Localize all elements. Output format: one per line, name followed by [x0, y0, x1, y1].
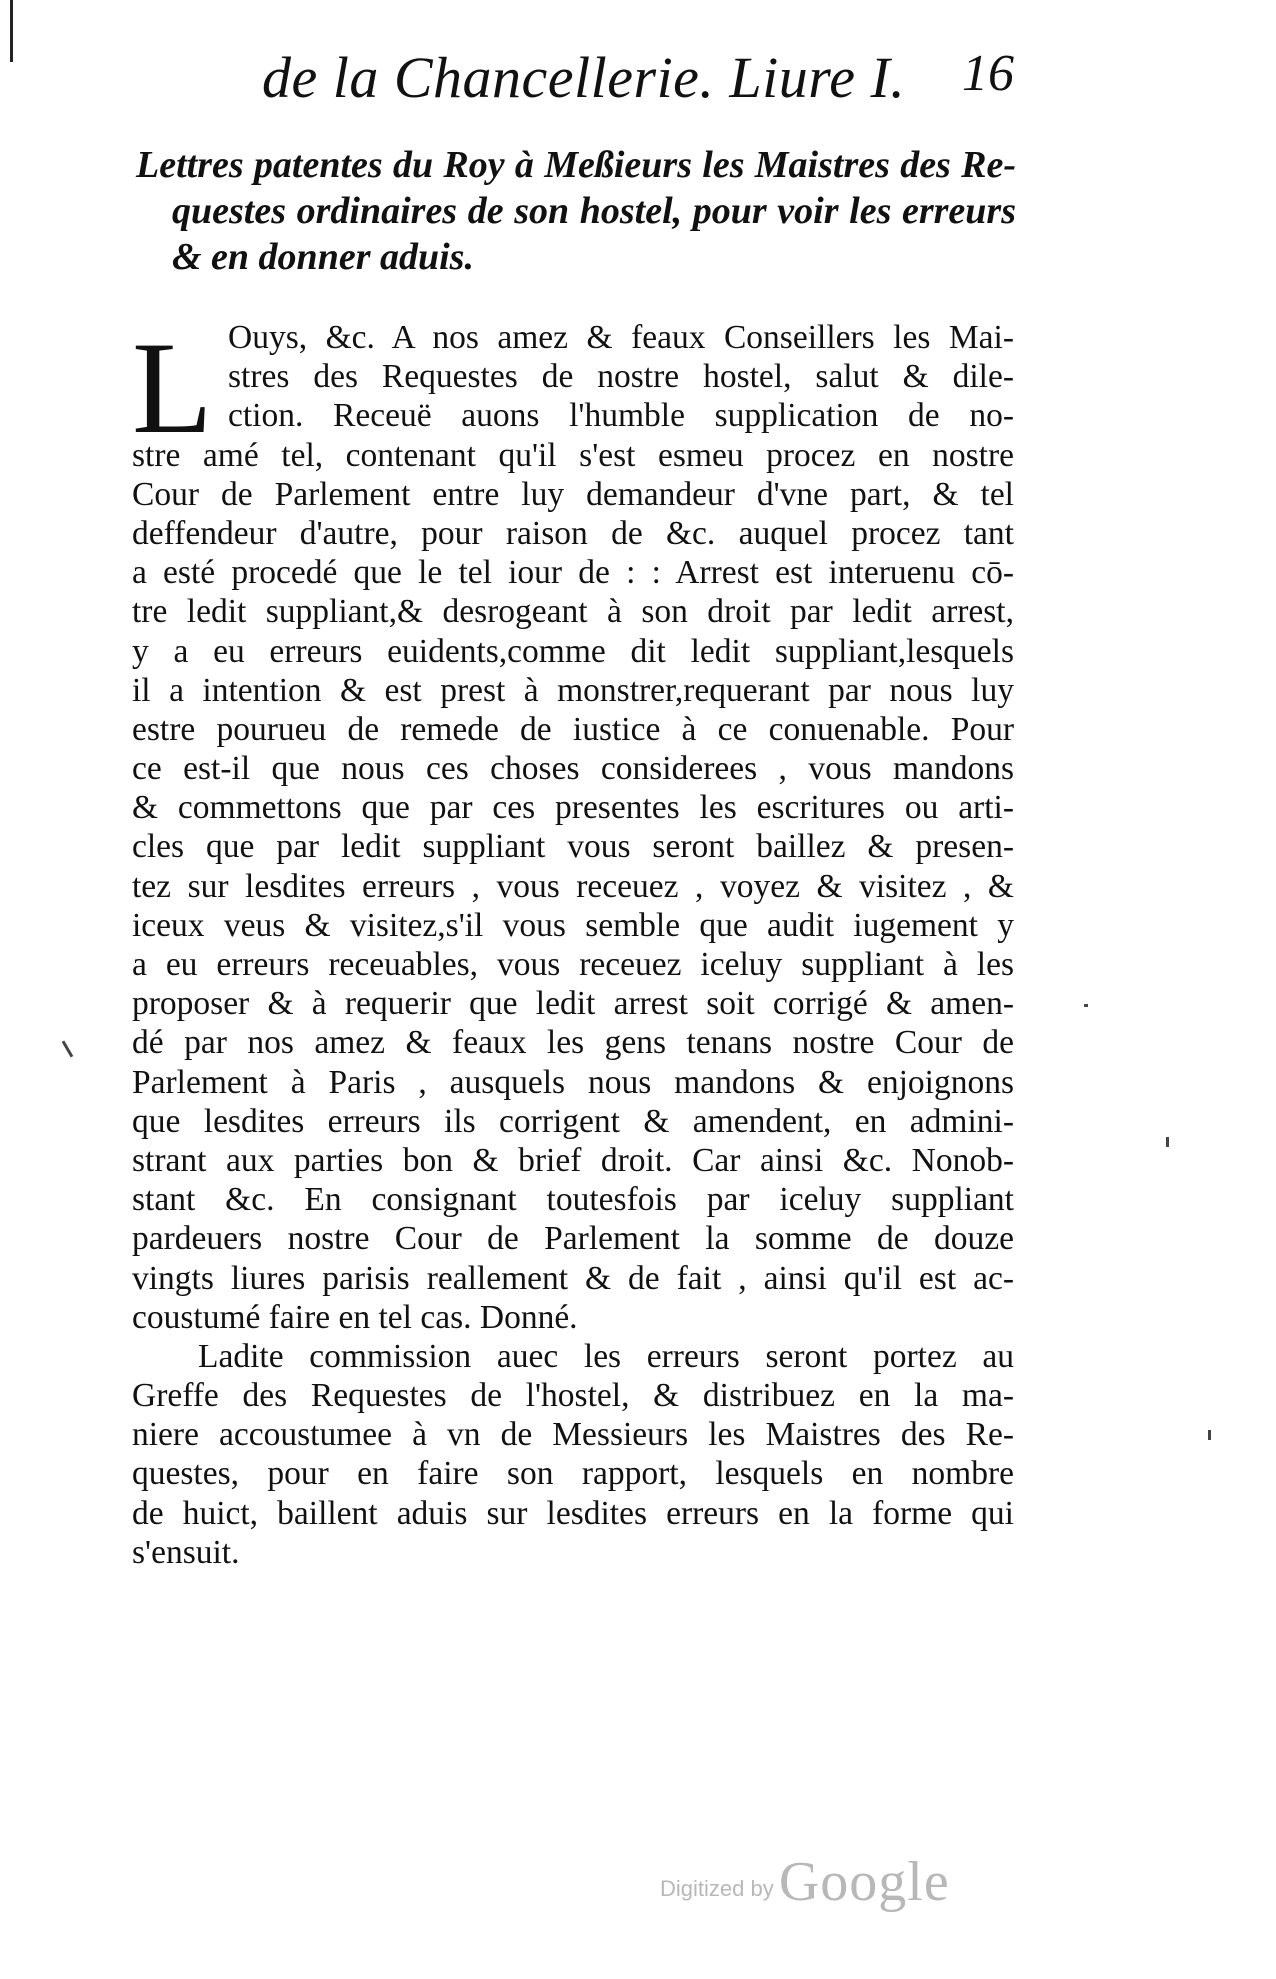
text-line: vingts liures parisis reallement & de fait , ainsi qu'il est ac-	[132, 1259, 1014, 1297]
text-line: stres des Requestes de nostre hostel, salut & dile-	[228, 358, 1014, 396]
text-line: deffendeur d'autre, pour raison de &c. auquel procez tant	[132, 514, 1014, 552]
body-text	[132, 436, 1014, 1572]
title-line: questes ordinaires de son hostel, pour voir les erreurs	[172, 190, 1016, 232]
text-line: niere accoustumee à vn de Messieurs les Maistres des Re-	[132, 1416, 1014, 1454]
text-line: que lesdites erreurs ils corrigent & amendent, en admini-	[132, 1102, 1014, 1140]
text-line: proposer & à requerir que ledit arrest soit corrigé & amen-	[132, 985, 1014, 1023]
text-line: estre pourueu de remede de iustice à ce conuenable. Pour	[132, 710, 1014, 748]
watermark-prefix: Digitized by	[660, 1876, 774, 1901]
text-line: coustumé faire en tel cas. Donné.	[132, 1298, 578, 1336]
text-line: tre ledit suppliant,& desrogeant à son droit par ledit arrest,	[132, 593, 1014, 631]
title-line: & en donner aduis.	[172, 236, 474, 278]
opening-lines	[228, 318, 1014, 436]
page-number: 16	[962, 45, 1014, 102]
text-line: tez sur lesdites erreurs , vous receuez , voyez & visitez , &	[132, 867, 1014, 905]
text-line: il a intention & est prest à monstrer,requerant par nous luy	[132, 671, 1014, 709]
title-line: Lettres patentes du Roy à Meßieurs les Maistres des Re-	[136, 144, 1016, 186]
text-line: stant &c. En consignant toutesfois par iceluy suppliant	[132, 1181, 1014, 1219]
digitized-watermark	[660, 1850, 950, 1914]
text-line: a esté procedé que le tel iour de : : Arrest est interuenu cō-	[132, 554, 1014, 592]
text-line: questes, pour en faire son rapport, lesquels en nombre	[132, 1455, 1014, 1493]
page-edge-mark	[10, 0, 13, 62]
text-line: iceux veus & visitez,s'il vous semble que audit iugement y	[132, 906, 1014, 944]
text-line: dé par nos amez & feaux les gens tenans nostre Cour de	[132, 1024, 1014, 1062]
text-line: a eu erreurs receuables, vous receuez iceluy suppliant à les	[132, 946, 1014, 984]
scan-speck	[1084, 1004, 1088, 1007]
section-title	[136, 142, 1016, 280]
text-line: ce est-il que nous ces choses considerees , vous mandons	[132, 750, 1014, 788]
running-head: de la Chancellerie. Liure I.	[262, 45, 906, 110]
text-line: Ladite commission auec les erreurs seront portez au	[198, 1337, 1014, 1375]
text-line: Cour de Parlement entre luy demandeur d'vne part, & tel	[132, 475, 1014, 513]
watermark-logo: Google	[778, 1851, 950, 1913]
text-line: Greffe des Requestes de l'hostel, & distribuez en la ma-	[132, 1377, 1014, 1415]
text-line: Parlement à Paris , ausquels nous mandons & enjoignons	[132, 1063, 1014, 1101]
text-line: stre amé tel, contenant qu'il s'est esmeu procez en nostre	[132, 436, 1014, 474]
text-line: & commettons que par ces presentes les escritures ou arti-	[132, 789, 1014, 827]
drop-cap: L	[132, 314, 213, 461]
text-line: Ouys, &c. A nos amez & feaux Conseillers les Mai-	[228, 319, 1014, 356]
text-line: de huict, baillent aduis sur lesdites erreurs en la forme qui	[132, 1494, 1014, 1532]
scan-speck	[62, 1040, 74, 1057]
text-line: y a eu erreurs euidents,comme dit ledit suppliant,lesquels	[132, 632, 1014, 670]
text-line: ction. Receuë auons l'humble supplication de no-	[228, 397, 1014, 435]
text-line: cles que par ledit suppliant vous seront baillez & presen-	[132, 828, 1014, 866]
scan-speck	[1208, 1430, 1211, 1440]
scan-speck	[1166, 1137, 1169, 1147]
page-header	[262, 44, 1014, 124]
text-line: pardeuers nostre Cour de Parlement la somme de douze	[132, 1220, 1014, 1258]
text-line: strant aux parties bon & brief droit. Car ainsi &c. Nonob-	[132, 1141, 1014, 1179]
text-line: s'ensuit.	[132, 1533, 240, 1571]
